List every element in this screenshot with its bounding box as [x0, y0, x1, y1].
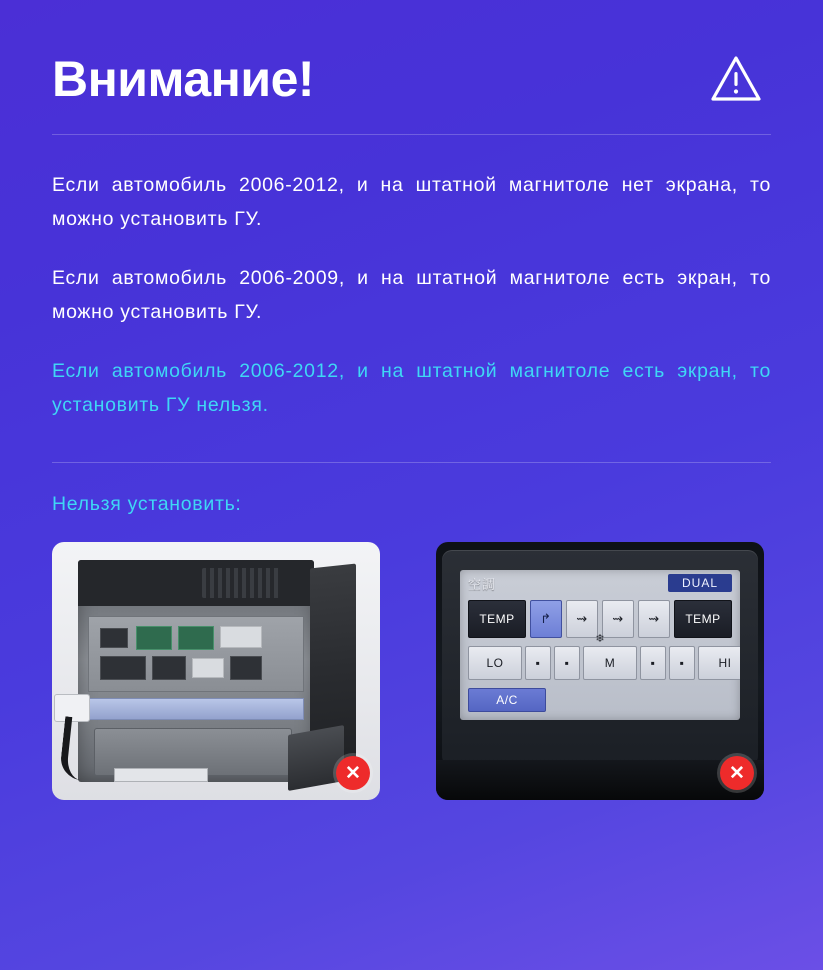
climate-dual-indicator: DUAL	[668, 574, 732, 592]
head-unit-photo-card	[52, 542, 380, 800]
mode-button-1[interactable]	[530, 600, 562, 638]
head-unit-cable	[59, 716, 102, 782]
head-unit-mount-bracket	[288, 725, 344, 791]
warning-paragraph-2: Если автомобиль 2006-2009, и на штатной магнитоле есть экран, то можно установить ГУ.	[52, 267, 771, 323]
head-unit-chip	[152, 656, 186, 680]
climate-control-photo-card	[436, 542, 764, 800]
warning-paragraph-3: Если автомобиль 2006-2012, и на штатной магнитоле есть экран, то установить ГУ нельзя.	[52, 360, 771, 416]
temp-left-button[interactable]: TEMP	[468, 600, 526, 638]
head-unit-chip	[230, 656, 262, 680]
climate-top-bar	[460, 570, 740, 596]
climate-jp-label: 空調	[468, 576, 497, 592]
climate-panel-base	[436, 760, 764, 800]
climate-panel-screen	[460, 570, 740, 720]
temp-right-button[interactable]: TEMP	[674, 600, 732, 638]
head-unit-label	[114, 768, 208, 782]
not-allowed-badge: ✕	[336, 756, 370, 790]
airflow-icon: ⇝	[648, 611, 660, 627]
climate-control-image	[436, 542, 764, 800]
fan-m-button[interactable]: M	[583, 646, 637, 680]
fan-icon: ❄	[595, 633, 605, 646]
head-unit-chip	[220, 626, 262, 648]
fan-step-button[interactable]: ▪	[554, 646, 580, 680]
page-header	[52, 0, 771, 134]
head-unit-vent	[202, 568, 280, 598]
climate-panel-bezel	[442, 550, 758, 766]
airflow-icon: ⇝	[576, 611, 588, 627]
head-unit-chip	[178, 626, 214, 650]
head-unit-chip	[100, 628, 128, 648]
fan-step-button[interactable]: ▪	[525, 646, 551, 680]
fan-lo-button[interactable]: LO	[468, 646, 522, 680]
fan-step-button[interactable]: ▪	[640, 646, 666, 680]
head-unit-chip	[100, 656, 146, 680]
warning-triangle-icon	[709, 52, 763, 106]
head-unit-chip	[136, 626, 172, 650]
mode-button-4[interactable]	[638, 600, 670, 638]
ac-button[interactable]: A/C	[468, 688, 546, 712]
climate-fan-row	[468, 646, 732, 680]
fan-hi-button[interactable]: HI	[698, 646, 740, 680]
page-title: Внимание!	[52, 50, 315, 107]
mode-button-2[interactable]	[566, 600, 598, 638]
head-unit-chip	[192, 658, 224, 678]
airflow-icon: ⇝	[612, 611, 624, 627]
mode-button-3[interactable]	[602, 600, 634, 638]
section-subheading: Нельзя установить:	[52, 493, 242, 516]
head-unit-connector-strip	[88, 698, 304, 720]
incompatible-examples	[52, 542, 771, 800]
warning-paragraph-1: Если автомобиль 2006-2012, и на штатной магнитоле нет экрана, то можно установить ГУ.	[52, 174, 771, 230]
warning-text-block	[52, 135, 771, 422]
fan-step-button[interactable]: ▪	[669, 646, 695, 680]
not-allowed-badge: ✕	[720, 756, 754, 790]
section-divider	[52, 462, 771, 463]
head-unit-image	[52, 542, 380, 800]
airflow-icon: ↱	[540, 611, 552, 627]
